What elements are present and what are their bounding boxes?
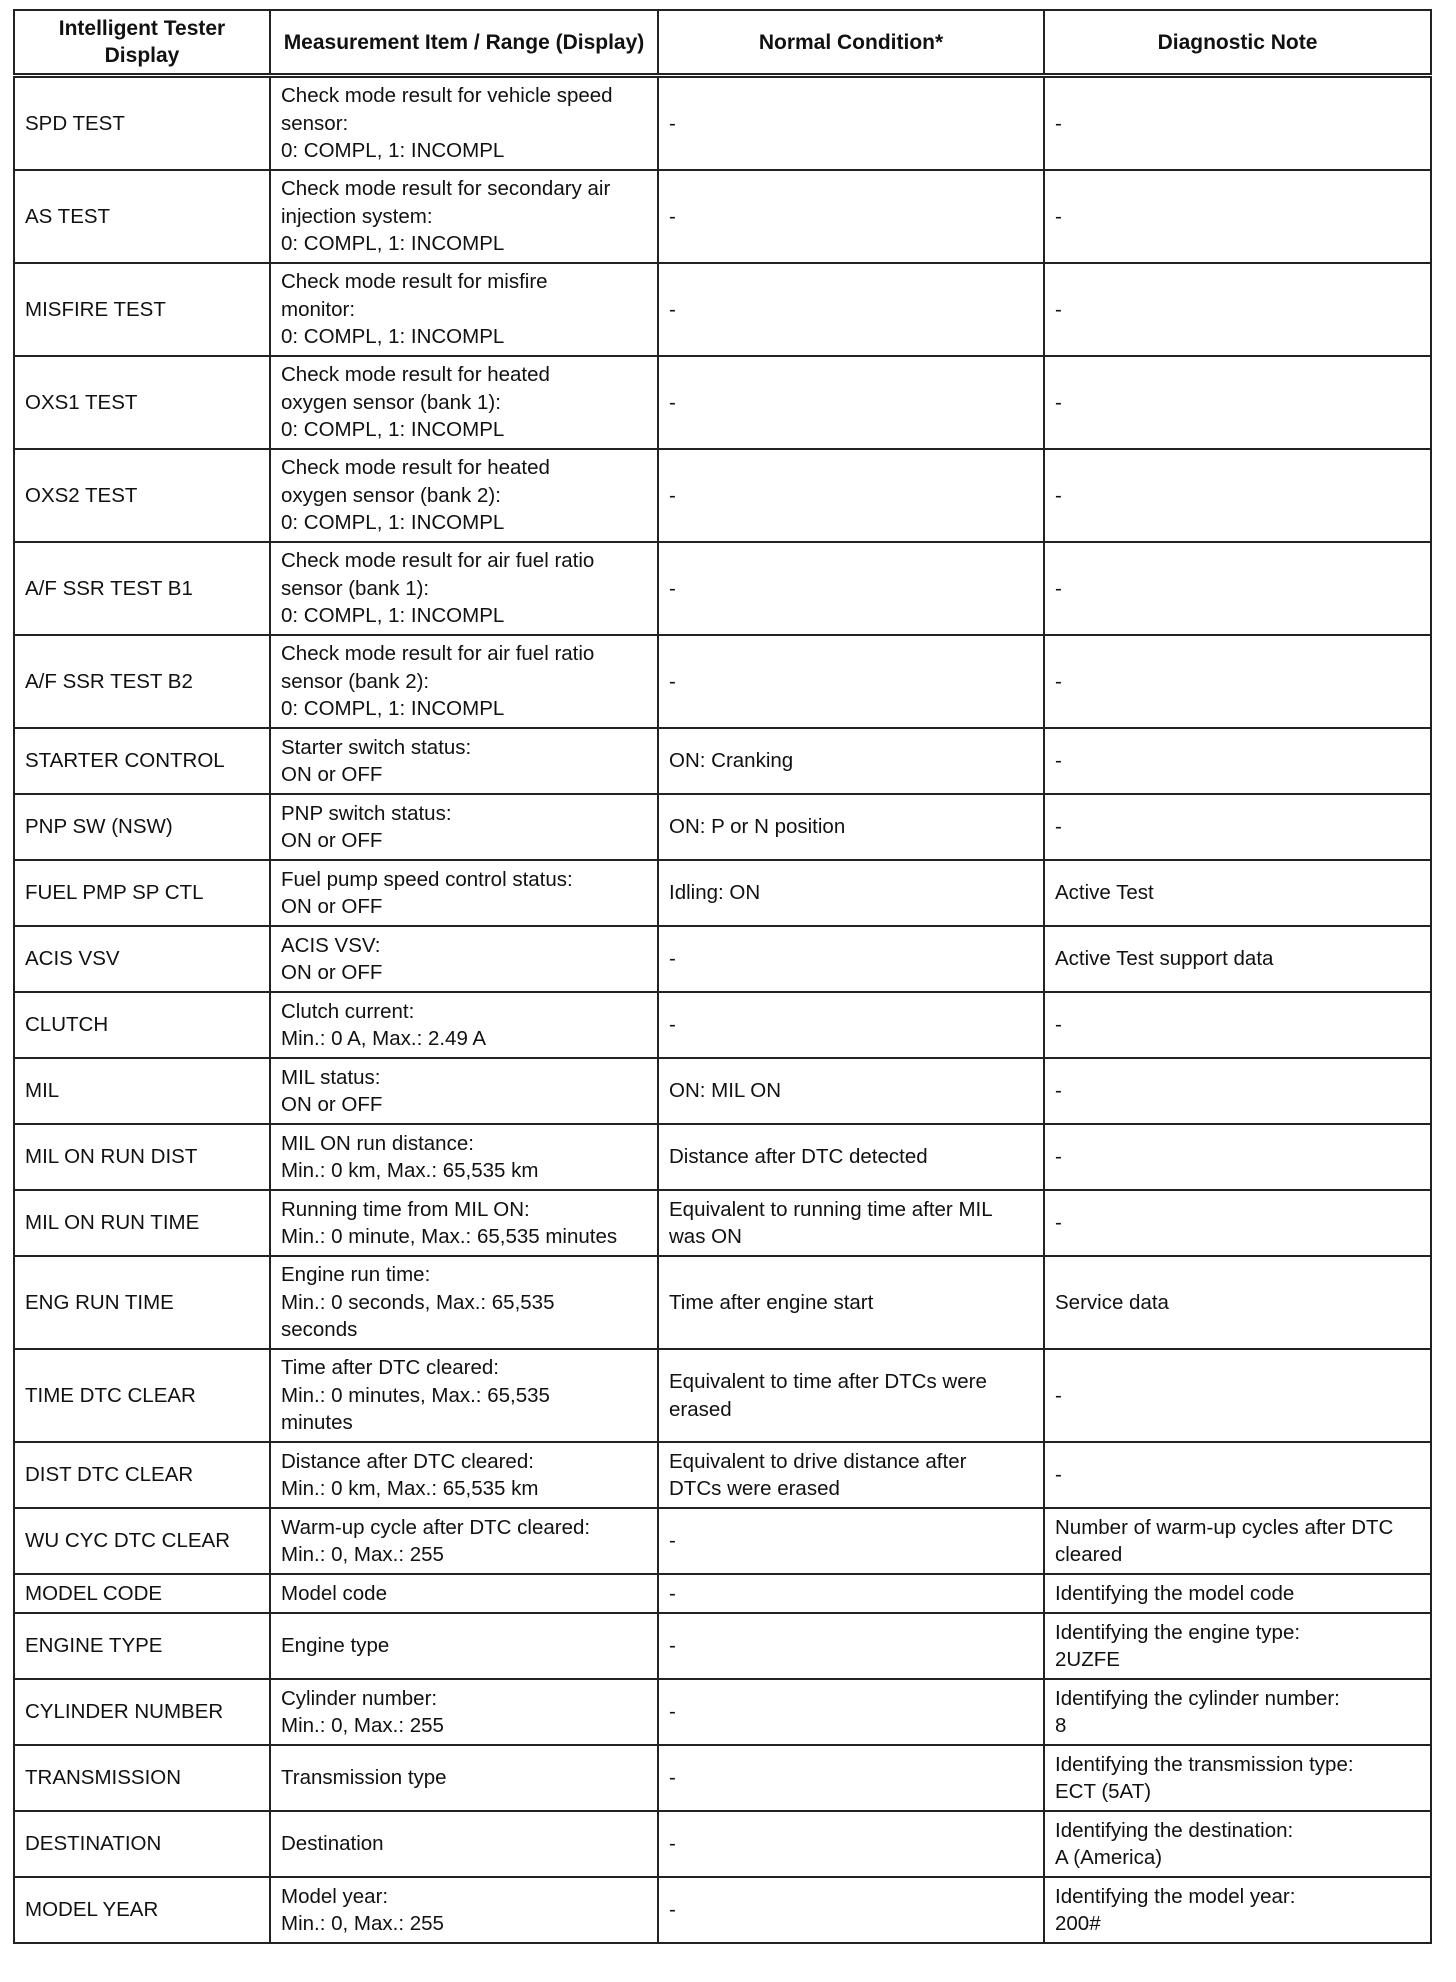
cell-normal-condition: - [658,170,1044,263]
cell-normal-condition: ON: MIL ON [658,1058,1044,1124]
table-row [14,263,1431,356]
table-row [14,1877,1431,1943]
cell-normal-condition: - [658,356,1044,449]
cell-measurement-item: Distance after DTC cleared: Min.: 0 km, Max.: 65,535 km [270,1442,658,1508]
cell-normal-condition: Equivalent to drive distance after DTCs were erased [658,1442,1044,1508]
table-row [14,992,1431,1058]
cell-tester-display: SPD TEST [14,76,270,171]
header-normal-condition: Normal Condition* [658,10,1044,76]
cell-tester-display: MIL ON RUN DIST [14,1124,270,1190]
cell-diagnostic-note: - [1044,992,1431,1058]
table-row [14,1349,1431,1442]
cell-diagnostic-note: - [1044,1349,1431,1442]
cell-measurement-item: Engine type [270,1613,658,1679]
cell-measurement-item: Engine run time: Min.: 0 seconds, Max.: 65,535 seconds [270,1256,658,1349]
cell-tester-display: MODEL CODE [14,1574,270,1613]
cell-diagnostic-note: - [1044,635,1431,728]
cell-normal-condition: - [658,76,1044,171]
header-diagnostic-note: Diagnostic Note [1044,10,1431,76]
cell-measurement-item: Clutch current: Min.: 0 A, Max.: 2.49 A [270,992,658,1058]
table-row [14,1613,1431,1679]
cell-normal-condition: - [658,635,1044,728]
cell-measurement-item: Check mode result for air fuel ratio sensor (bank 1): 0: COMPL, 1: INCOMPL [270,542,658,635]
cell-normal-condition: Idling: ON [658,860,1044,926]
cell-diagnostic-note: Identifying the cylinder number: 8 [1044,1679,1431,1745]
cell-diagnostic-note: - [1044,1124,1431,1190]
cell-tester-display: OXS2 TEST [14,449,270,542]
cell-measurement-item: Check mode result for secondary air injection system: 0: COMPL, 1: INCOMPL [270,170,658,263]
cell-tester-display: ENGINE TYPE [14,1613,270,1679]
cell-diagnostic-note: Identifying the model year: 200# [1044,1877,1431,1943]
cell-tester-display: PNP SW (NSW) [14,794,270,860]
cell-diagnostic-note: - [1044,76,1431,171]
cell-diagnostic-note: Identifying the destination: A (America) [1044,1811,1431,1877]
cell-diagnostic-note: Active Test support data [1044,926,1431,992]
cell-measurement-item: MIL status: ON or OFF [270,1058,658,1124]
table-row [14,728,1431,794]
cell-tester-display: WU CYC DTC CLEAR [14,1508,270,1574]
cell-normal-condition: - [658,1574,1044,1613]
cell-normal-condition: ON: Cranking [658,728,1044,794]
cell-normal-condition: Distance after DTC detected [658,1124,1044,1190]
cell-normal-condition: Equivalent to time after DTCs were erased [658,1349,1044,1442]
table-row [14,1811,1431,1877]
table-row [14,76,1431,171]
table-row [14,1508,1431,1574]
cell-normal-condition: - [658,992,1044,1058]
cell-measurement-item: Running time from MIL ON: Min.: 0 minute, Max.: 65,535 minutes [270,1190,658,1256]
cell-tester-display: TIME DTC CLEAR [14,1349,270,1442]
cell-diagnostic-note: Identifying the transmission type: ECT (5AT) [1044,1745,1431,1811]
table-row [14,1574,1431,1613]
table-row [14,1058,1431,1124]
cell-normal-condition: - [658,1679,1044,1745]
cell-measurement-item: Model year: Min.: 0, Max.: 255 [270,1877,658,1943]
cell-normal-condition: - [658,1877,1044,1943]
table-row [14,926,1431,992]
cell-tester-display: MIL ON RUN TIME [14,1190,270,1256]
cell-normal-condition: Equivalent to running time after MIL was ON [658,1190,1044,1256]
cell-normal-condition: - [658,542,1044,635]
table-row [14,1442,1431,1508]
cell-tester-display: MIL [14,1058,270,1124]
data-list-table [13,9,1432,1944]
cell-measurement-item: Check mode result for heated oxygen sensor (bank 2): 0: COMPL, 1: INCOMPL [270,449,658,542]
cell-measurement-item: Model code [270,1574,658,1613]
table-row [14,449,1431,542]
cell-tester-display: MODEL YEAR [14,1877,270,1943]
cell-tester-display: A/F SSR TEST B1 [14,542,270,635]
cell-normal-condition: - [658,926,1044,992]
cell-diagnostic-note: - [1044,794,1431,860]
cell-diagnostic-note: Identifying the engine type: 2UZFE [1044,1613,1431,1679]
cell-tester-display: ENG RUN TIME [14,1256,270,1349]
cell-diagnostic-note: Service data [1044,1256,1431,1349]
cell-normal-condition: - [658,1613,1044,1679]
cell-measurement-item: MIL ON run distance: Min.: 0 km, Max.: 65,535 km [270,1124,658,1190]
table-row [14,356,1431,449]
cell-normal-condition: - [658,263,1044,356]
header-tester-display: Intelligent Tester Display [14,10,270,76]
cell-tester-display: DIST DTC CLEAR [14,1442,270,1508]
cell-diagnostic-note: - [1044,1190,1431,1256]
table-body [14,76,1431,1944]
cell-normal-condition: - [658,1508,1044,1574]
cell-diagnostic-note: - [1044,542,1431,635]
table-row [14,860,1431,926]
cell-measurement-item: Check mode result for misfire monitor: 0: COMPL, 1: INCOMPL [270,263,658,356]
cell-measurement-item: Check mode result for heated oxygen sensor (bank 1): 0: COMPL, 1: INCOMPL [270,356,658,449]
table-row [14,542,1431,635]
cell-diagnostic-note: - [1044,356,1431,449]
cell-tester-display: STARTER CONTROL [14,728,270,794]
table-row [14,1256,1431,1349]
table-row [14,794,1431,860]
cell-measurement-item: ACIS VSV: ON or OFF [270,926,658,992]
cell-measurement-item: Check mode result for air fuel ratio sensor (bank 2): 0: COMPL, 1: INCOMPL [270,635,658,728]
cell-measurement-item: Time after DTC cleared: Min.: 0 minutes, Max.: 65,535 minutes [270,1349,658,1442]
cell-diagnostic-note: Number of warm-up cycles after DTC cleared [1044,1508,1431,1574]
cell-tester-display: ACIS VSV [14,926,270,992]
cell-measurement-item: Destination [270,1811,658,1877]
cell-normal-condition: - [658,449,1044,542]
cell-measurement-item: PNP switch status: ON or OFF [270,794,658,860]
cell-normal-condition: Time after engine start [658,1256,1044,1349]
cell-tester-display: A/F SSR TEST B2 [14,635,270,728]
table-row [14,1124,1431,1190]
cell-diagnostic-note: - [1044,1442,1431,1508]
table-row [14,1190,1431,1256]
cell-tester-display: AS TEST [14,170,270,263]
cell-tester-display: CLUTCH [14,992,270,1058]
cell-tester-display: DESTINATION [14,1811,270,1877]
cell-normal-condition: - [658,1811,1044,1877]
cell-measurement-item: Fuel pump speed control status: ON or OFF [270,860,658,926]
cell-tester-display: OXS1 TEST [14,356,270,449]
table-header-row [14,10,1431,76]
table-row [14,1679,1431,1745]
cell-measurement-item: Warm-up cycle after DTC cleared: Min.: 0, Max.: 255 [270,1508,658,1574]
cell-diagnostic-note: - [1044,728,1431,794]
cell-measurement-item: Check mode result for vehicle speed sensor: 0: COMPL, 1: INCOMPL [270,76,658,171]
cell-diagnostic-note: - [1044,170,1431,263]
cell-measurement-item: Cylinder number: Min.: 0, Max.: 255 [270,1679,658,1745]
cell-tester-display: CYLINDER NUMBER [14,1679,270,1745]
cell-measurement-item: Starter switch status: ON or OFF [270,728,658,794]
cell-diagnostic-note: - [1044,449,1431,542]
cell-diagnostic-note: - [1044,1058,1431,1124]
cell-tester-display: TRANSMISSION [14,1745,270,1811]
cell-tester-display: FUEL PMP SP CTL [14,860,270,926]
table-row [14,170,1431,263]
cell-diagnostic-note: Active Test [1044,860,1431,926]
header-measurement-item: Measurement Item / Range (Display) [270,10,658,76]
cell-diagnostic-note: Identifying the model code [1044,1574,1431,1613]
cell-measurement-item: Transmission type [270,1745,658,1811]
cell-tester-display: MISFIRE TEST [14,263,270,356]
table-row [14,1745,1431,1811]
cell-diagnostic-note: - [1044,263,1431,356]
cell-normal-condition: ON: P or N position [658,794,1044,860]
table-row [14,635,1431,728]
cell-normal-condition: - [658,1745,1044,1811]
